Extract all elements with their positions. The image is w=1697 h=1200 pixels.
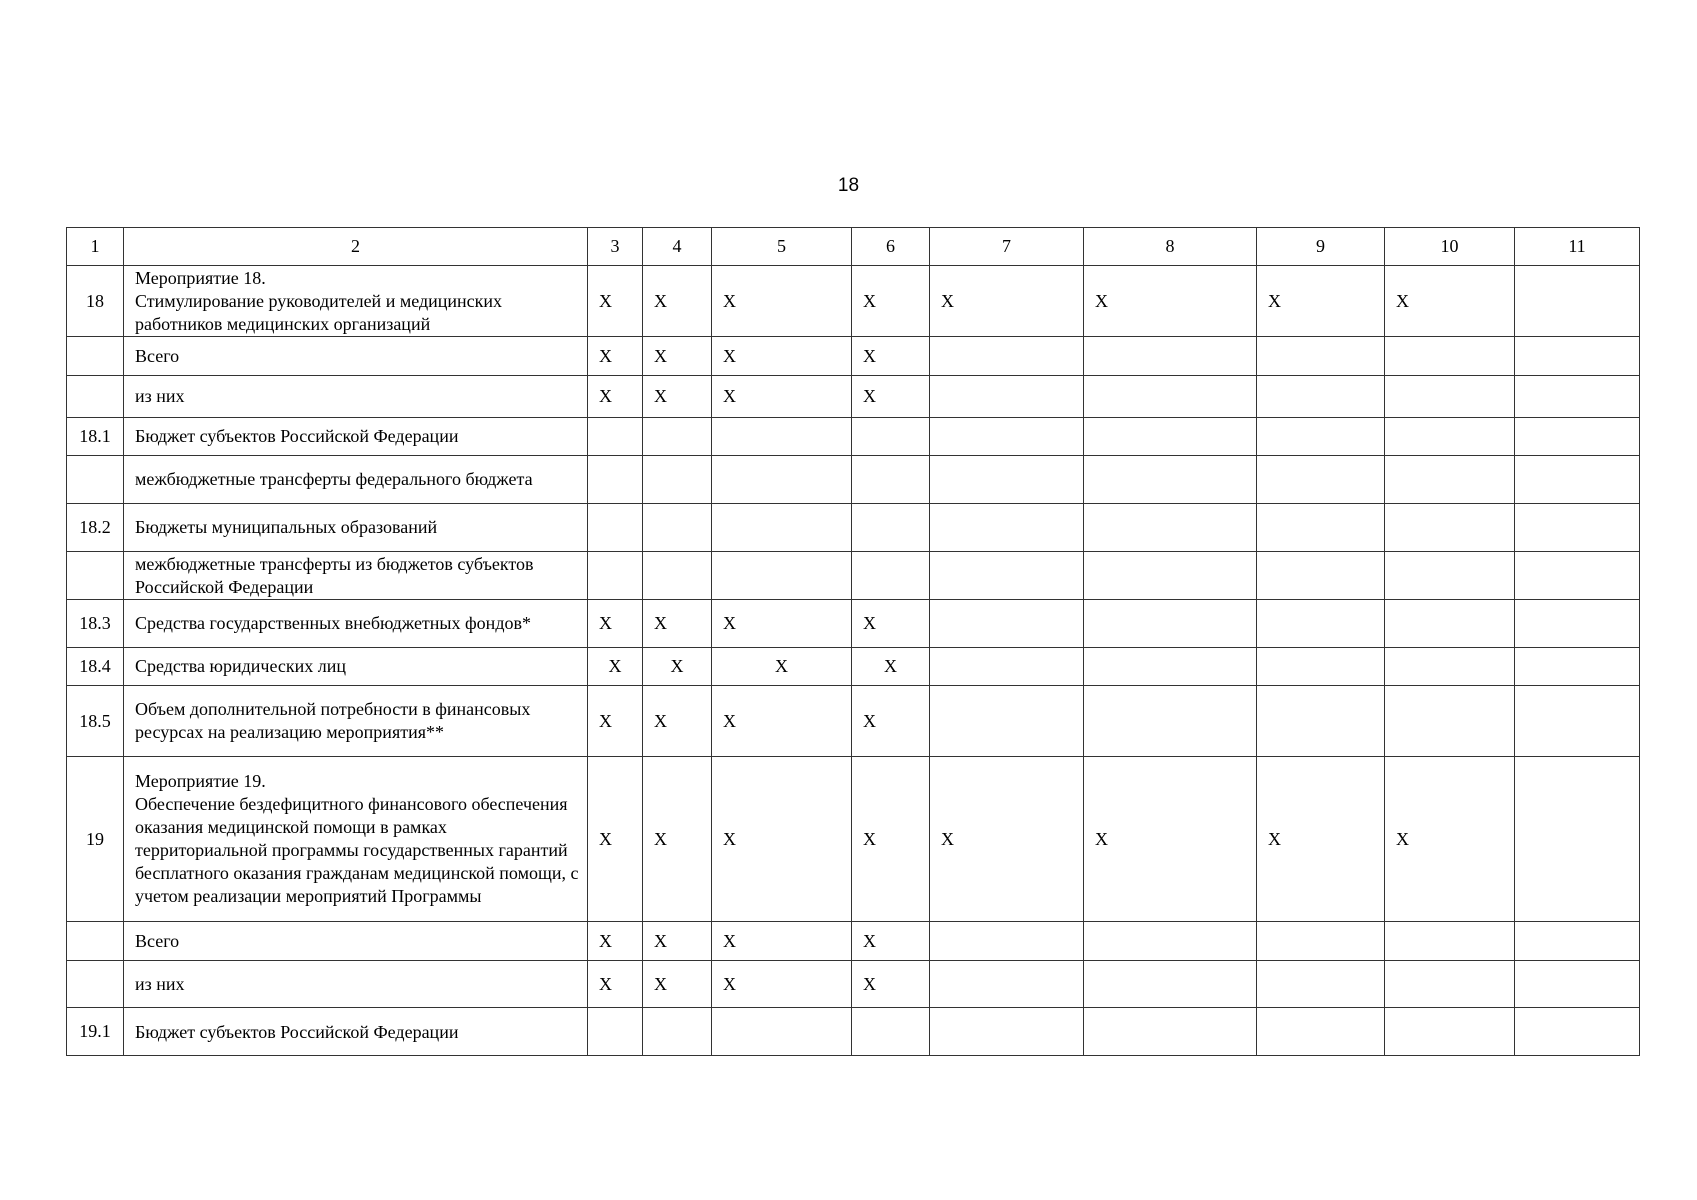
row-number-cell [67, 456, 124, 504]
value-cell [930, 648, 1084, 686]
value-cell [712, 1008, 852, 1056]
value-cell [1084, 376, 1257, 418]
value-cell [1515, 266, 1640, 337]
value-cell [1084, 456, 1257, 504]
value-cell: Х [852, 376, 930, 418]
value-cell: Х [643, 686, 712, 757]
value-cell: Х [852, 961, 930, 1008]
page-number: 18 [837, 175, 860, 196]
column-header: 3 [588, 228, 643, 266]
row-description-cell: Всего [124, 337, 588, 376]
row-description-cell: из них [124, 376, 588, 418]
column-header: 8 [1084, 228, 1257, 266]
value-cell: Х [712, 961, 852, 1008]
column-header: 6 [852, 228, 930, 266]
row-description-cell: Объем дополнительной потребности в финансовых ресурсах на реализацию мероприятия** [124, 686, 588, 757]
table-row [67, 552, 1640, 600]
value-cell [1515, 1008, 1640, 1056]
table-row [67, 456, 1640, 504]
row-number-cell: 18 [67, 266, 124, 337]
value-cell [1385, 648, 1515, 686]
table-row [67, 337, 1640, 376]
row-number-cell: 19.1 [67, 1008, 124, 1056]
value-cell [712, 504, 852, 552]
value-cell: Х [712, 922, 852, 961]
row-number-cell: 18.5 [67, 686, 124, 757]
value-cell: Х [1257, 266, 1385, 337]
value-cell [1084, 686, 1257, 757]
value-cell: Х [712, 266, 852, 337]
value-cell [1515, 686, 1640, 757]
value-cell [1385, 504, 1515, 552]
value-cell [1515, 648, 1640, 686]
table-row [67, 418, 1640, 456]
value-cell [1257, 376, 1385, 418]
value-cell: Х [588, 922, 643, 961]
value-cell: Х [852, 600, 930, 648]
table-row [67, 376, 1640, 418]
row-number-cell: 18.4 [67, 648, 124, 686]
value-cell [930, 686, 1084, 757]
value-cell: Х [588, 600, 643, 648]
row-description-cell: межбюджетные трансферты из бюджетов субъектов Российской Федерации [124, 552, 588, 600]
table-row [67, 1008, 1640, 1056]
value-cell [852, 552, 930, 600]
value-cell [1515, 337, 1640, 376]
row-number-cell [67, 922, 124, 961]
table-row [67, 266, 1640, 337]
value-cell [852, 418, 930, 456]
column-header: 5 [712, 228, 852, 266]
row-number-cell [67, 552, 124, 600]
value-cell [1385, 922, 1515, 961]
table-row [67, 686, 1640, 757]
value-cell: Х [643, 757, 712, 922]
value-cell: Х [852, 337, 930, 376]
value-cell [852, 1008, 930, 1056]
row-description-cell: Средства государственных внебюджетных фондов* [124, 600, 588, 648]
value-cell [1385, 600, 1515, 648]
value-cell [930, 504, 1084, 552]
row-number-cell: 19 [67, 757, 124, 922]
value-cell [1515, 922, 1640, 961]
column-header: 7 [930, 228, 1084, 266]
value-cell: Х [643, 337, 712, 376]
value-cell [588, 1008, 643, 1056]
value-cell [1515, 600, 1640, 648]
value-cell [1385, 456, 1515, 504]
value-cell [1084, 1008, 1257, 1056]
column-header: 10 [1385, 228, 1515, 266]
value-cell [1257, 337, 1385, 376]
value-cell: Х [852, 757, 930, 922]
value-cell: Х [588, 686, 643, 757]
value-cell [1084, 418, 1257, 456]
value-cell [643, 552, 712, 600]
row-description-cell: из них [124, 961, 588, 1008]
value-cell [643, 418, 712, 456]
value-cell [852, 504, 930, 552]
value-cell [1385, 376, 1515, 418]
column-header: 11 [1515, 228, 1640, 266]
value-cell: Х [1385, 266, 1515, 337]
value-cell: Х [852, 686, 930, 757]
value-cell [930, 961, 1084, 1008]
value-cell [643, 504, 712, 552]
value-cell [852, 456, 930, 504]
value-cell: Х [712, 376, 852, 418]
value-cell: Х [930, 757, 1084, 922]
value-cell [1084, 552, 1257, 600]
value-cell [712, 456, 852, 504]
table-row [67, 757, 1640, 922]
value-cell: Х [643, 266, 712, 337]
value-cell: Х [588, 337, 643, 376]
value-cell [1515, 552, 1640, 600]
value-cell [1385, 686, 1515, 757]
row-number-cell [67, 961, 124, 1008]
value-cell: Х [1084, 266, 1257, 337]
value-cell: Х [1385, 757, 1515, 922]
value-cell: Х [712, 337, 852, 376]
value-cell [1515, 961, 1640, 1008]
value-cell [1257, 418, 1385, 456]
value-cell: Х [643, 376, 712, 418]
row-number-cell [67, 376, 124, 418]
row-number-cell: 18.2 [67, 504, 124, 552]
table-body [67, 266, 1640, 1056]
value-cell [1515, 376, 1640, 418]
value-cell [930, 456, 1084, 504]
row-description-cell: Бюджет субъектов Российской Федерации [124, 418, 588, 456]
value-cell: Х [852, 648, 930, 686]
column-header: 2 [124, 228, 588, 266]
value-cell: Х [1084, 757, 1257, 922]
value-cell: Х [588, 961, 643, 1008]
table-row [67, 922, 1640, 961]
value-cell [588, 504, 643, 552]
value-cell [930, 376, 1084, 418]
value-cell [1257, 600, 1385, 648]
value-cell [1084, 961, 1257, 1008]
row-description-cell: Мероприятие 18. Стимулирование руководителей и медицинских работников медицинских организаций [124, 266, 588, 337]
value-cell [1385, 1008, 1515, 1056]
value-cell: Х [643, 648, 712, 686]
value-cell: Х [643, 961, 712, 1008]
value-cell [712, 418, 852, 456]
value-cell [1084, 337, 1257, 376]
value-cell [1084, 504, 1257, 552]
value-cell [1257, 686, 1385, 757]
row-number-cell [67, 337, 124, 376]
value-cell [1084, 648, 1257, 686]
value-cell: Х [930, 266, 1084, 337]
row-number-cell: 18.1 [67, 418, 124, 456]
value-cell: Х [643, 600, 712, 648]
value-cell [1257, 922, 1385, 961]
row-description-cell: межбюджетные трансферты федерального бюджета [124, 456, 588, 504]
table-row [67, 504, 1640, 552]
row-description-cell: Мероприятие 19. Обеспечение бездефицитного финансового обеспечения оказания медицинской помощи в рамках территориальной программы государственных гарантий бесплатного оказания гражданам медицинской помощи, с учетом реализации мероприятий Программы [124, 757, 588, 922]
value-cell: Х [1257, 757, 1385, 922]
value-cell [1515, 418, 1640, 456]
value-cell: Х [643, 922, 712, 961]
value-cell: Х [588, 648, 643, 686]
value-cell [1257, 504, 1385, 552]
row-description-cell: Средства юридических лиц [124, 648, 588, 686]
value-cell [1385, 337, 1515, 376]
value-cell [588, 456, 643, 504]
value-cell: Х [588, 266, 643, 337]
value-cell: Х [712, 600, 852, 648]
value-cell: Х [712, 686, 852, 757]
value-cell: Х [852, 266, 930, 337]
value-cell [1515, 757, 1640, 922]
value-cell: Х [712, 757, 852, 922]
value-cell: Х [588, 757, 643, 922]
header-row [67, 228, 1640, 266]
row-description-cell: Бюджеты муниципальных образований [124, 504, 588, 552]
value-cell [1515, 456, 1640, 504]
value-cell [930, 1008, 1084, 1056]
value-cell [1385, 418, 1515, 456]
value-cell [1257, 1008, 1385, 1056]
column-header: 4 [643, 228, 712, 266]
value-cell [1385, 552, 1515, 600]
value-cell [930, 337, 1084, 376]
value-cell: Х [588, 376, 643, 418]
value-cell [1257, 648, 1385, 686]
value-cell [1257, 961, 1385, 1008]
value-cell [643, 1008, 712, 1056]
value-cell [1084, 922, 1257, 961]
budget-table [66, 227, 1640, 1056]
value-cell: Х [712, 648, 852, 686]
value-cell [588, 552, 643, 600]
column-header: 9 [1257, 228, 1385, 266]
value-cell [1257, 552, 1385, 600]
row-number-cell: 18.3 [67, 600, 124, 648]
value-cell [588, 418, 643, 456]
value-cell [1385, 961, 1515, 1008]
value-cell [930, 600, 1084, 648]
value-cell [930, 418, 1084, 456]
value-cell [1515, 504, 1640, 552]
value-cell [712, 552, 852, 600]
row-description-cell: Всего [124, 922, 588, 961]
value-cell [930, 552, 1084, 600]
row-description-cell: Бюджет субъектов Российской Федерации [124, 1008, 588, 1056]
table-row [67, 600, 1640, 648]
column-header: 1 [67, 228, 124, 266]
value-cell: Х [852, 922, 930, 961]
table-row [67, 648, 1640, 686]
table-row [67, 961, 1640, 1008]
value-cell [1257, 456, 1385, 504]
value-cell [1084, 600, 1257, 648]
value-cell [930, 922, 1084, 961]
value-cell [643, 456, 712, 504]
